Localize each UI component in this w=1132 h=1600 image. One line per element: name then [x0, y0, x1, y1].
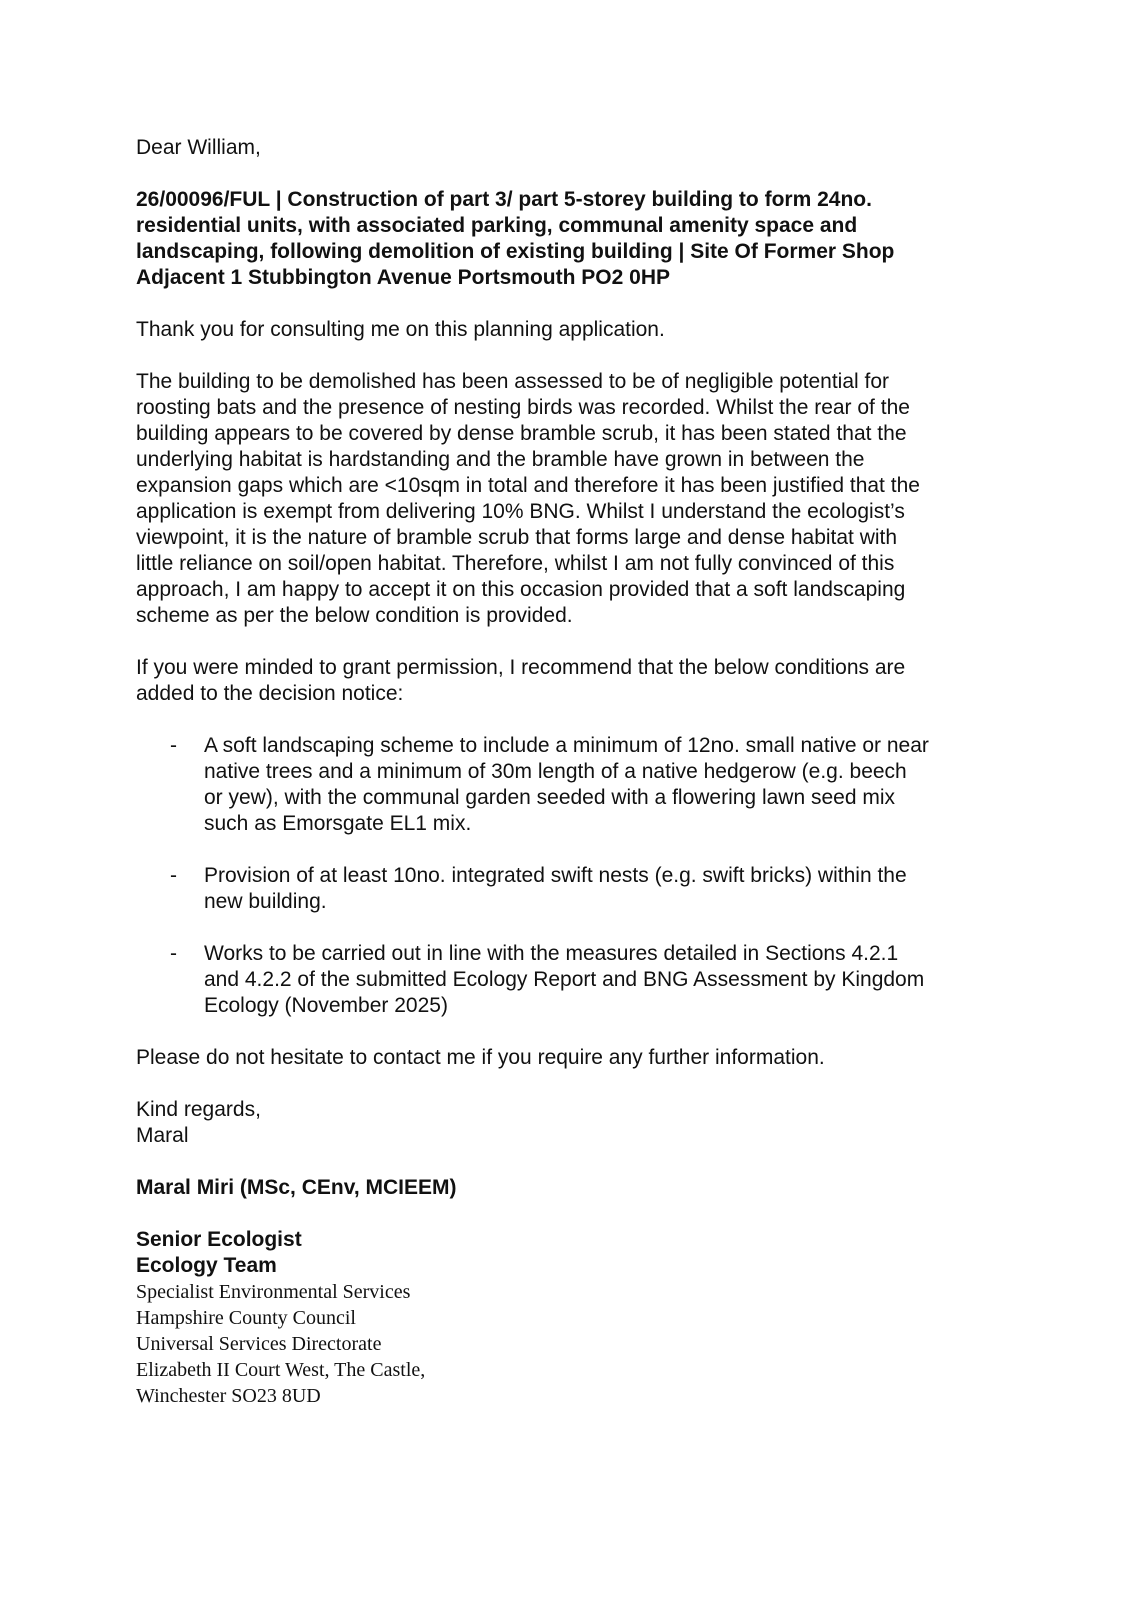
- condition-item: [136, 863, 984, 915]
- application-subject: [136, 187, 1006, 291]
- condition-item: [136, 941, 984, 1019]
- condition-line: native trees and a minimum of 30m length of a native hedgerow (e.g. beech: [204, 760, 907, 783]
- signoff: [136, 1097, 1006, 1149]
- assessment-line: expansion gaps which are <10sqm in total and therefore it has been justified that the: [136, 474, 920, 497]
- assessment-line: underlying habitat is hardstanding and the bramble have grown in between the: [136, 448, 865, 471]
- recommendation-paragraph: [136, 655, 1006, 707]
- condition-line: new building.: [204, 890, 327, 913]
- bullet-dash: -: [170, 864, 177, 887]
- address-line: Specialist Environmental Services: [136, 1281, 411, 1303]
- assessment-line: approach, I am happy to accept it on this occasion provided that a soft landscaping: [136, 578, 906, 601]
- signature-address: [136, 1279, 1006, 1409]
- sender-first-name: Maral: [136, 1124, 189, 1147]
- subject-line: residential units, with associated parking, communal amenity space and: [136, 214, 858, 237]
- condition-line: or yew), with the communal garden seeded with a flowering lawn seed mix: [204, 786, 896, 809]
- assessment-line: building appears to be covered by dense bramble scrub, it has been stated that the: [136, 422, 907, 445]
- address-line: Winchester SO23 8UD: [136, 1385, 321, 1407]
- assessment-line: little reliance on soil/open habitat. Therefore, whilst I am not fully convinced of this: [136, 552, 895, 575]
- signature-full-name: Maral Miri (MSc, CEnv, MCIEEM): [136, 1176, 457, 1199]
- recommendation-line: If you were minded to grant permission, I recommend that the below conditions are: [136, 656, 906, 679]
- assessment-line: The building to be demolished has been assessed to be of negligible potential for: [136, 370, 890, 393]
- condition-line: Ecology (November 2025): [204, 994, 448, 1017]
- assessment-line: viewpoint, it is the nature of bramble scrub that forms large and dense habitat with: [136, 526, 898, 549]
- assessment-paragraph: [136, 369, 1006, 629]
- address-line: Universal Services Directorate: [136, 1333, 382, 1355]
- subject-line: landscaping, following demolition of existing building | Site Of Former Shop: [136, 240, 895, 263]
- bullet-dash: -: [170, 942, 177, 965]
- job-title: Senior Ecologist: [136, 1228, 302, 1251]
- subject-line: Adjacent 1 Stubbington Avenue Portsmouth PO2 0HP: [136, 266, 670, 289]
- signoff-text: Kind regards,: [136, 1098, 261, 1121]
- thanks-paragraph: Thank you for consulting me on this planning application.: [136, 318, 665, 341]
- assessment-line: application is exempt from delivering 10% BNG. Whilst I understand the ecologist’s: [136, 500, 905, 523]
- condition-line: A soft landscaping scheme to include a minimum of 12no. small native or near: [204, 734, 929, 757]
- conditions-list: [136, 733, 1006, 1019]
- salutation: Dear William,: [136, 136, 261, 159]
- closing-paragraph: Please do not hesitate to contact me if you require any further information.: [136, 1046, 825, 1069]
- address-line: Elizabeth II Court West, The Castle,: [136, 1359, 426, 1381]
- condition-item: [136, 733, 984, 837]
- bullet-dash: -: [170, 734, 177, 757]
- address-line: Hampshire County Council: [136, 1307, 356, 1329]
- team-name: Ecology Team: [136, 1254, 277, 1277]
- condition-line: Provision of at least 10no. integrated swift nests (e.g. swift bricks) within the: [204, 864, 907, 887]
- condition-line: such as Emorsgate EL1 mix.: [204, 812, 472, 835]
- assessment-line: scheme as per the below condition is provided.: [136, 604, 573, 627]
- subject-line: 26/00096/FUL | Construction of part 3/ part 5-storey building to form 24no.: [136, 188, 872, 211]
- letter-page: [136, 135, 1006, 1409]
- condition-line: and 4.2.2 of the submitted Ecology Report and BNG Assessment by Kingdom: [204, 968, 925, 991]
- assessment-line: roosting bats and the presence of nesting birds was recorded. Whilst the rear of the: [136, 396, 910, 419]
- recommendation-line: added to the decision notice:: [136, 682, 404, 705]
- condition-line: Works to be carried out in line with the measures detailed in Sections 4.2.1: [204, 942, 899, 965]
